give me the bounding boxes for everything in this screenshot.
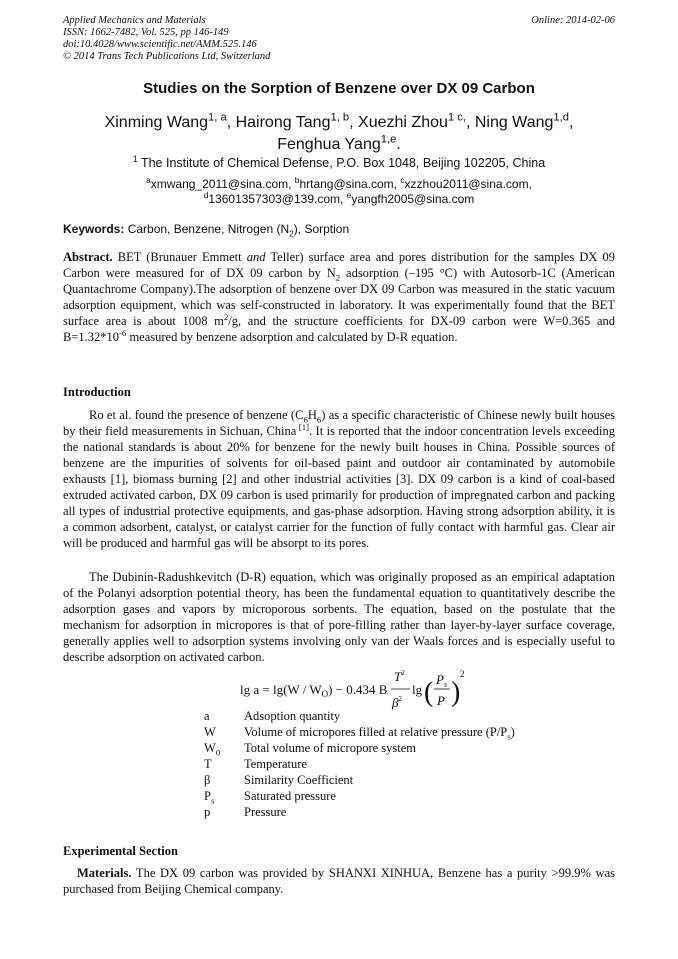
journal-name: Applied Mechanics and Materials (63, 15, 206, 26)
abstract-sub: 2 (335, 272, 341, 283)
email-link[interactable]: yangfh2005@sina.com (351, 192, 475, 206)
email-sup: c (400, 175, 405, 185)
symbol-row (204, 772, 515, 788)
para-sub: 6 (303, 414, 308, 425)
symbol-desc: Pressure (244, 805, 287, 819)
symbol-desc: Similarity Coefficient (244, 773, 354, 787)
eq-paren-close: ) (451, 677, 461, 708)
symbol-desc-sub: s (507, 731, 511, 742)
symbol-desc: Total volume of micropore system (244, 741, 417, 755)
abstract-label: Abstract. (63, 250, 113, 264)
symbol: W (204, 741, 216, 755)
affiliation-sup: 1 (132, 153, 138, 164)
email-link[interactable]: xmwang_2011@sina.com, (150, 177, 295, 191)
para-text: Ro et al. found the presence of benzene (C (89, 408, 304, 422)
symbol: β (204, 773, 211, 787)
abstract (63, 249, 615, 345)
email-sup: d (203, 190, 209, 200)
para-text: . It is reported that the indoor concentration levels exceeding the national standards is about 20% for benzene for the newly built houses in China. Possible sources of benzene are the impurities of solvents for oil-based paint and outdoor air contaminated by automobile exhausts [1], biomass burning [2] and other industrial activities [3]. DX 09 carbon is a kind of coal-based extruded activated carbon, DX 09 carbon is used primarily for production of impregnated carbon and packing all types of industrial protective equipments, and gas-phase adsorption. Having strong adsorption ability, it is a common adsorbent, catalyst, or catalyst carrier for the function of fully contact with harmful gas. Clear air will be produced and harmful gas will be absorpt to its pores. (63, 424, 615, 550)
symbol-row (204, 804, 515, 820)
eq-lg: lg (412, 682, 423, 697)
symbol-row (204, 740, 515, 756)
symbol-sub: 0 (215, 747, 221, 758)
abstract-text: Teller) surface area and pores distribution for the samples DX 09 Carbon were measured for of DX 09 carbon by N (63, 250, 616, 280)
keywords-label: Keywords: (63, 222, 125, 236)
keywords-text: Carbon, Benzene, Nitrogen (N (127, 222, 290, 236)
eq-frac-num: $P_s$ (436, 672, 448, 689)
abstract-text: adsorption (–195 °C) with Autosorb-1C (American Quantachrome Company).The adsorption of benzene over DX 09 Carbon was measured in the static vacuum adsorption equipment, which was self-constructed in laboratory. It was experimentally found that the BET surface area is about 1008 m (63, 266, 615, 328)
keywords-line (63, 222, 350, 239)
journal-header (63, 15, 615, 63)
introduction-paragraph (63, 407, 615, 551)
email-link[interactable]: 13601357303@139.com, (208, 192, 347, 206)
symbol-row (204, 708, 515, 724)
copyright-line: © 2014 Trans Tech Publications Ltd, Switzerland (63, 51, 271, 62)
symbol-sub: s (210, 795, 215, 806)
symbol: a (204, 709, 210, 723)
affiliation (60, 153, 618, 170)
email-sup: b (294, 175, 300, 185)
email-sup: a (146, 175, 151, 185)
author-affil-sup: 1, a (208, 111, 227, 124)
author-name: Hairong Tang (235, 114, 331, 131)
symbol-row (204, 788, 515, 804)
paper-title: Studies on the Sorption of Benzene over DX 09 Carbon (143, 80, 535, 97)
para-text: ) as a specific characteristic of Chinese newly built houses by their field measurements in Sichuan, China (63, 408, 616, 438)
abstract-text: /g, and the structure coefficients for DX-09 carbon were W=0.365 and B=1.32*10 (63, 314, 615, 344)
eq-paren-open: ( (424, 677, 434, 708)
author-list: Xinming Wang$^{1, a}$, Hairong Tang$^{1, b}$, Xuezhi Zhou$^{1 c,}$, Ning Wang$^{1,d}$, Fenghua Yang$^{1,e}$. (104, 111, 574, 153)
author-name: Ning Wang (474, 114, 554, 131)
author-affil-sup: 1 c, (447, 111, 466, 124)
abstract-sup: -6 (119, 327, 127, 338)
symbol-desc-end: ) (510, 725, 515, 739)
symbol-row (204, 724, 515, 740)
symbol-row (204, 756, 515, 772)
symbol: p (204, 805, 211, 819)
symbol-desc: Temperature (244, 757, 307, 771)
affiliation-text: The Institute of Chemical Defense, P.O. Box 1048, Beijing 102205, China (140, 156, 546, 170)
eq-outer-sup: 2 (460, 669, 465, 679)
symbol-desc: Saturated pressure (244, 789, 336, 803)
materials-label: Materials. (77, 866, 132, 880)
symbol: P (204, 789, 211, 803)
email-sup: e (346, 190, 352, 200)
symbol: T (204, 757, 212, 771)
symbol-list (204, 708, 515, 820)
doi-line: doi:10.4028/www.scientific.net/AMM.525.146 (63, 39, 257, 50)
email-link[interactable]: hrtang@sina.com, (299, 177, 401, 191)
email-link[interactable]: xzzhou2011@sina.com, (404, 177, 532, 191)
symbol-desc: Adsoption quantity (244, 709, 341, 723)
materials-paragraph (63, 865, 615, 897)
eq-lhs: $\lg a = \lg(W / W_O) - 0.434$ B (240, 682, 388, 699)
author-name: Xuezhi Zhou (358, 114, 448, 131)
section-heading-introduction: Introduction (63, 385, 131, 399)
para-text: H (307, 408, 317, 422)
email-list (60, 177, 618, 207)
abstract-text: measured by benzene adsorption and calculated by D-R equation. (126, 330, 458, 344)
para-sub: 6 (316, 414, 322, 425)
introduction-paragraph-2: The Dubinin-Radushkevitch (D-R) equation, which was originally proposed as an empirical adaptation of the Polanyi adsorption potential theory, has been the fundamental equation to quantitatively describe the adsorption gases and vapors by microporous sorbents. The equation, based on the postulate that the mechanism for adsorption in micropores is that of pore-filling rather than layer-by-layer surface coverage, generally applies well to adsorption systems involving only van der Waals forces and is especially useful to describe adsorption on activated carbon. (63, 570, 615, 664)
section-heading-experimental: Experimental Section (63, 844, 178, 858)
author-affil-sup: 1,e (380, 133, 397, 146)
materials-text: The DX 09 carbon was provided by SHANXI XINHUA, Benzene has a purity >99.9% was purchased from Beijing Chemical company. (63, 866, 615, 896)
abstract-and: and (246, 250, 266, 264)
keywords-sub: 2 (289, 228, 294, 239)
author-affil-sup: 1,d (553, 111, 569, 124)
keywords-text-end: ), Sorption (293, 222, 350, 236)
abstract-sup: 2 (223, 311, 229, 322)
eq-num: $T^2$ (394, 669, 405, 684)
symbol-desc: Volume of micropores filled at relative pressure (P/P (244, 725, 508, 739)
citation-ref[interactable]: [1] (296, 421, 309, 432)
symbol: W (204, 725, 216, 739)
eq-den: $\beta^2$ (392, 695, 402, 710)
eq-frac-den: P (437, 693, 445, 708)
author-name: Fenghua Yang (277, 136, 381, 153)
issn-line: ISSN: 1662-7482, Vol. 525, pp 146-149 (63, 27, 229, 38)
author-affil-sup: 1, b (330, 111, 350, 124)
author-name: Xinming Wang (104, 114, 209, 131)
online-date: Online: 2014-02-06 (531, 15, 615, 26)
abstract-text: BET (Brunauer Emmett (117, 250, 247, 264)
